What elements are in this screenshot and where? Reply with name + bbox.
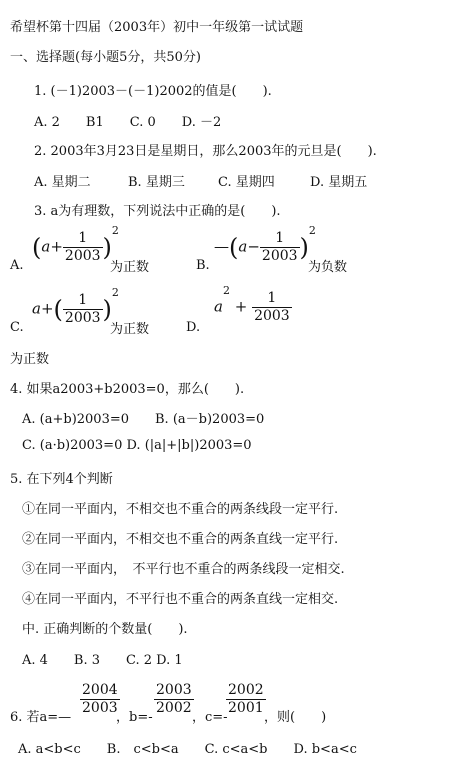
q1-options: A. 2 B1 C. 0 D. －2: [34, 115, 222, 130]
q2-option-d: D. 星期五: [310, 175, 368, 190]
q5-item-3: ③在同一平面内， 不平行也不重合的两条线段一定相交.: [22, 562, 345, 577]
q3-d-label: D.: [186, 320, 201, 335]
q4-options-row1: A. (a+b)2003=0 B. (a－b)2003=0: [22, 412, 265, 427]
q6-suffix: ，则( ): [264, 710, 327, 725]
q3-a-expression: (a+ $\frac{1}{2003}$ )$^2$: [32, 224, 119, 264]
q3-a-label: A.: [10, 258, 24, 273]
q6-a-fraction: $\frac{2004}{2003}$: [82, 682, 118, 716]
section-heading: 一、选择题(每小题5分，共50分): [10, 50, 201, 65]
q5-item-1: ①在同一平面内，不相交也不重合的两条线段一定平行.: [22, 502, 339, 517]
q6-prefix: 6. 若a=—: [10, 710, 72, 725]
q3-b-text: 为负数: [308, 260, 348, 275]
q1-stem: 1. (－1)2003－(－1)2002的值是( ).: [34, 84, 272, 99]
q2-stem: 2. 2003年3月23日是星期日，那么2003年的元旦是( ).: [34, 144, 377, 159]
q3-a-text: 为正数: [110, 260, 150, 275]
q3-stem: 3. a为有理数，下列说法中正确的是( ).: [34, 204, 281, 219]
doc-title: 希望杯第十四届（2003年）初中一年级第一试试题: [10, 20, 304, 35]
q2-option-a: A. 星期二: [34, 175, 91, 190]
q3-c-expression: a+( $\frac{1}{2003}$ )$^2$: [32, 286, 119, 326]
q5-options: A. 4 B. 3 C. 2 D. 1: [22, 653, 183, 668]
q6-c-prefix: ，c=-: [192, 710, 228, 725]
q4-stem: 4. 如果a2003+b2003=0，那么( ).: [10, 382, 245, 397]
q2-option-c: C. 星期四: [218, 175, 275, 190]
q6-c-fraction: $\frac{2002}{2001}$: [228, 682, 264, 716]
q5-stem: 5. 在下列4个判断: [10, 472, 113, 487]
q3-c-label: C.: [10, 320, 24, 335]
q6-options: A. a<b<c B. c<b<a C. c<a<b D. b<a<c: [18, 742, 357, 757]
q5-item-4: ④在同一平面内，不平行也不重合的两条直线一定相交.: [22, 592, 339, 607]
q2-option-b: B. 星期三: [128, 175, 185, 190]
q3-b-expression: —(a− $\frac{1}{2003}$ )$^2$: [214, 224, 316, 264]
q3-d-tail: 为正数: [10, 352, 50, 367]
q5-tail: 中. 正确判断的个数量( ).: [22, 622, 188, 637]
q3-c-text: 为正数: [110, 322, 150, 337]
q5-item-2: ②在同一平面内，不相交也不重合的两条直线一定平行.: [22, 532, 339, 547]
q6-b-fraction: $\frac{2003}{2002}$: [156, 682, 192, 716]
q3-b-label: B.: [196, 258, 210, 273]
q4-options-row2: C. (a·b)2003=0 D. (|a|+|b|)2003=0: [22, 438, 252, 453]
q3-d-expression: $a^2$ + $\frac{1}{2003}$: [214, 284, 290, 324]
q6-b-prefix: ，b=-: [116, 710, 153, 725]
